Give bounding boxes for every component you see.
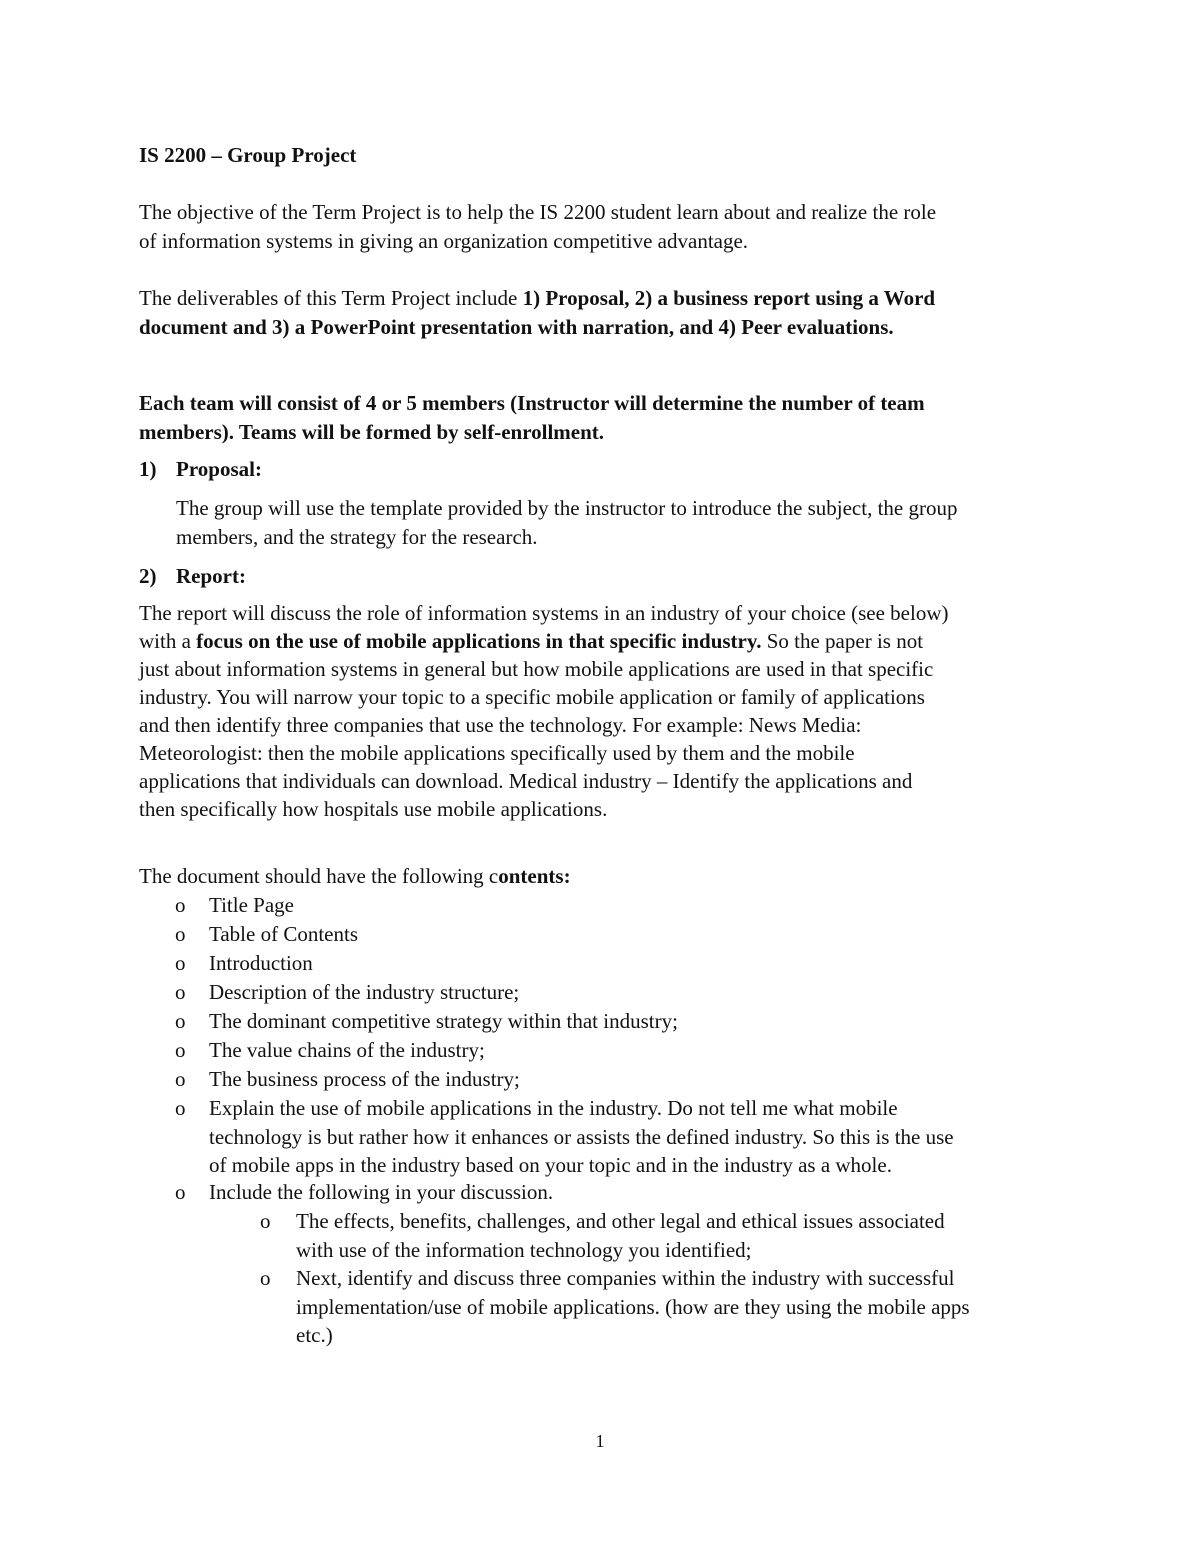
list-item: The value chains of the industry; [209, 1038, 485, 1062]
report-focus-bold: focus on the use of mobile applications in that specific industry. [196, 629, 762, 653]
document-title: IS 2200 – Group Project [139, 143, 357, 167]
deliverables-intro: The deliverables of this Term Project include [139, 286, 523, 310]
list-item: Introduction [209, 951, 313, 975]
contents-intro-text: The document should have the following c [139, 864, 499, 888]
report-line-5: and then identify three companies that use the technology. For example: News Media: [139, 713, 862, 737]
report-line-2-post: So the paper is not [761, 629, 924, 653]
bullet-icon: o [175, 980, 186, 1004]
explain-line-1: Explain the use of mobile applications in the industry. Do not tell me what mobile [209, 1096, 898, 1120]
objective-line-1: The objective of the Term Project is to help the IS 2200 student learn about and realize the role [139, 200, 937, 224]
next-line-2: implementation/use of mobile applications. (how are they using the mobile apps [296, 1295, 970, 1319]
report-line-7: applications that individuals can download. Medical industry – Identify the applications and [139, 769, 913, 793]
report-line-8: then specifically how hospitals use mobile applications. [139, 797, 608, 821]
explain-line-3: of mobile apps in the industry based on your topic and in the industry as a whole. [209, 1153, 892, 1177]
next-line-1: Next, identify and discuss three companies within the industry with successful [296, 1266, 955, 1290]
bullet-icon: o [175, 922, 186, 946]
bullet-icon: o [175, 1096, 186, 1120]
deliverables-line-2: document and 3) a PowerPoint presentation with narration, and 4) Peer evaluations. [139, 315, 894, 339]
page-number: 1 [595, 1431, 605, 1451]
contents-intro [139, 866, 571, 887]
report-number: 2) [139, 564, 157, 588]
effects-line-1: The effects, benefits, challenges, and other legal and ethical issues associated [296, 1209, 945, 1233]
next-line-3: etc.) [296, 1323, 333, 1347]
effects-line-2: with use of the information technology you identified; [296, 1238, 752, 1262]
bullet-icon: o [175, 1009, 186, 1033]
bullet-icon: o [175, 1067, 186, 1091]
proposal-number: 1) [139, 457, 157, 481]
sub-bullet-icon: o [260, 1266, 271, 1290]
list-item: Table of Contents [209, 922, 358, 946]
contents-intro-bold: ontents: [498, 864, 571, 888]
list-item: The dominant competitive strategy within that industry; [209, 1009, 678, 1033]
report-line-2-pre: with a [139, 629, 197, 653]
objective-line-2: of information systems in giving an organization competitive advantage. [139, 229, 749, 253]
report-line-6: Meteorologist: then the mobile applications specifically used by them and the mobile [139, 741, 855, 765]
list-item: Description of the industry structure; [209, 980, 520, 1004]
include-line: Include the following in your discussion. [209, 1180, 554, 1204]
report-line-3: just about information systems in general but how mobile applications are used in that specific [139, 657, 934, 681]
report-heading: Report: [176, 564, 246, 588]
proposal-line-2: members, and the strategy for the research. [176, 525, 538, 549]
team-line-1: Each team will consist of 4 or 5 members (Instructor will determine the number of team [139, 391, 925, 415]
sub-bullet-icon: o [260, 1209, 271, 1233]
list-item: The business process of the industry; [209, 1067, 520, 1091]
bullet-icon: o [175, 1038, 186, 1062]
bullet-icon: o [175, 1180, 186, 1204]
proposal-line-1: The group will use the template provided by the instructor to introduce the subject, the group [176, 496, 958, 520]
report-line-2 [139, 631, 923, 652]
proposal-heading: Proposal: [176, 457, 262, 481]
report-line-4: industry. You will narrow your topic to a specific mobile application or family of applications [139, 685, 925, 709]
bullet-icon: o [175, 951, 186, 975]
report-line-1: The report will discuss the role of information systems in an industry of your choice (see below) [139, 601, 949, 625]
team-line-2: members). Teams will be formed by self-enrollment. [139, 420, 605, 444]
deliverables-line-1 [139, 288, 935, 309]
explain-line-2: technology is but rather how it enhances or assists the defined industry. So this is the use [209, 1125, 954, 1149]
list-item: Title Page [209, 893, 294, 917]
deliverables-bold-1: 1) Proposal, 2) a business report using a Word [522, 286, 936, 310]
bullet-icon: o [175, 893, 186, 917]
